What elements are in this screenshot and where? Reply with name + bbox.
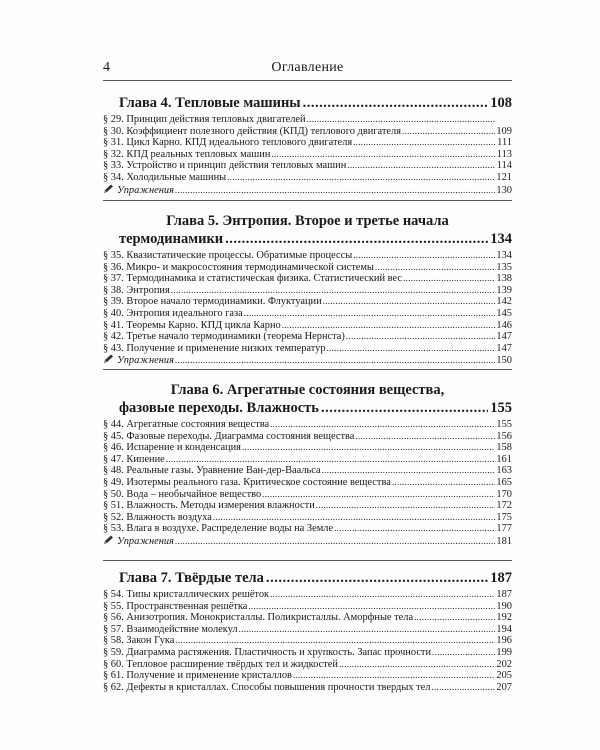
entry-page: 158 [496,442,512,454]
page-header [103,60,512,82]
section-number: § 36. [103,261,124,273]
section-title: Реальные газы. Уравнение Ван-дер-Ваальса [126,465,321,477]
exercises-label: Упражнения [117,184,174,196]
section-title: Теоремы Карно. КПД цикла Карно [126,319,281,331]
section-title: Анизотропия. Монокристаллы. Поликристаллы. Аморфные тела [126,612,414,624]
entry-text [103,262,374,274]
entry-page: 202 [496,658,512,670]
exercises-label: Упражнения [117,535,174,547]
entry-page: 187 [496,589,512,600]
section-number: § 61. [103,670,124,682]
leader-dots [432,647,495,659]
section-number: § 29. [103,114,124,125]
entry-page: 111 [497,137,512,149]
toc-entry[interactable] [103,500,512,512]
section-number: § 50. [103,488,124,500]
leader-dots [414,612,495,624]
section-title: Испарение и конденсация [126,442,241,454]
entry-page: 199 [496,646,512,658]
chapter-heading-line [103,569,512,587]
toc-entry[interactable] [103,601,512,613]
toc-entry[interactable] [103,149,512,161]
toc-entry[interactable] [103,670,512,682]
page-number: 4 [103,60,110,75]
leader-dots [171,285,495,297]
section-title: Кипение [126,453,165,465]
entry-text [103,477,391,489]
chapter-divider [103,200,512,201]
section-number: § 33. [103,160,124,172]
entry-page: 192 [496,612,512,624]
section-title: Получение и применение кристаллов [126,670,292,682]
entry-page: 142 [496,296,512,308]
chapter-title: Глава 7. Твёрдые тела [119,570,264,586]
entry-page: 138 [496,273,512,285]
section-number: § 54. [103,589,124,600]
section-number: § 47. [103,453,124,465]
section-title: Тепловое расширение твёрдых тел и жидкостей [126,658,338,670]
leader-dots [175,185,495,197]
leader-dots [175,355,495,367]
entry-text [103,682,430,694]
leader-dots [282,320,495,332]
section-title: Агрегатные состояния вещества [126,419,270,430]
entry-text [103,250,352,262]
entry-page: 177 [496,523,512,535]
toc-entry[interactable] [103,589,512,601]
chapter-title: Глава 4. Тепловые машины [119,95,301,111]
leader-dots [322,465,495,477]
toc-entry[interactable] [103,465,512,477]
entry-page: 147 [496,331,512,343]
section-number: § 31. [103,137,124,149]
toc-entry[interactable] [103,250,512,262]
running-title: Оглавление [271,60,344,75]
section-number: § 53. [103,523,124,535]
entry-page: 145 [496,307,512,319]
leader-dots [323,296,495,308]
section-title: Типы кристаллических решёток [126,589,270,600]
chapter-7 [103,569,512,693]
section-number: § 42. [103,331,124,343]
leader-dots [316,500,495,512]
toc-entry[interactable] [103,419,512,431]
section-title: Микро- и макросостояния термодинамической системы [126,261,374,273]
chapter-4 [103,94,512,196]
toc-entry[interactable] [103,160,512,172]
toc-entry[interactable] [103,285,512,297]
entry-page: 113 [496,148,512,160]
entry-page: 172 [496,500,512,512]
entry-text [103,137,352,149]
section-number: § 45. [103,430,124,442]
section-title: Закон Гука [126,635,175,647]
leader-dots [175,536,495,548]
section-title: КПД реальных тепловых машин [126,148,271,160]
section-number: § 55. [103,600,124,612]
leader-dots [175,635,495,647]
chapter-title: Глава 6. Агрегатные состояния вещества, [170,382,445,398]
section-title: Энтропия идеального газа [126,307,243,319]
section-number: § 46. [103,442,124,454]
section-number: § 35. [103,250,124,261]
leader-dots [327,343,495,355]
entry-text [103,285,170,297]
entry-text [103,172,226,184]
chapter-heading-line [103,381,512,399]
section-title: Коэффициент полезного действия (КПД) теплового двигателя [126,125,402,137]
chapter-6 [103,381,512,548]
entry-text [103,454,165,466]
chapter-page: 155 [490,400,512,416]
entry-page: 114 [496,160,512,172]
leader-dots [262,489,495,501]
entry-text [103,601,247,613]
section-number: § 56. [103,612,124,624]
toc-entry[interactable] [103,682,512,694]
chapter-title: термодинамики [119,231,224,247]
leader-dots [355,431,495,443]
section-title: Холодильные машины [126,171,227,183]
section-number: § 62. [103,681,124,693]
entry-page: 150 [496,355,512,367]
leader-dots [334,523,495,535]
entry-page: 170 [496,488,512,500]
section-title: Получение и применение низких температур [126,342,326,354]
entry-text [103,535,174,548]
leader-dots [244,308,495,320]
leader-dots [431,682,495,694]
toc-entry[interactable] [103,273,512,285]
entry-text [103,589,269,601]
section-title: Второе начало термодинамики. Флуктуации [126,296,322,308]
section-title: Взаимодействие молекул [126,623,238,635]
chapter-page: 134 [490,231,512,247]
toc-entry[interactable] [103,659,512,671]
section-title: Пространственная решётка [126,600,248,612]
section-number: § 34. [103,171,124,183]
entry-page: 175 [496,511,512,523]
toc-entry[interactable] [103,442,512,454]
leader-dots [375,262,495,274]
chapter-5 [103,212,512,367]
entry-text [103,184,174,197]
chapter-heading-line [103,399,512,417]
leader-dots [403,273,495,285]
entry-text [103,114,306,126]
section-title: Дефекты в кристаллах. Способы повышения прочности твердых тел [126,681,431,693]
leader-dots [392,477,495,489]
section-number: § 30. [103,125,124,137]
toc-entry[interactable] [103,172,512,184]
section-title: Устройство и принцип действия тепловых машин [126,160,347,172]
entry-page: 196 [496,635,512,647]
toc-entry[interactable] [103,308,512,320]
chapter-heading-line [103,230,512,248]
section-number: § 52. [103,511,124,523]
toc-entry[interactable] [103,635,512,647]
toc-entry[interactable] [103,454,512,466]
entry-text [103,523,333,535]
leader-dots [242,442,495,454]
entry-text [103,354,174,367]
entry-text [103,419,269,431]
toc-entry[interactable] [103,477,512,489]
entry-text [103,320,281,332]
section-number: § 51. [103,500,124,512]
entry-text [103,296,322,308]
exercises-entry[interactable] [103,184,512,197]
section-title: Изотермы реального газа. Критическое состояние вещества [126,476,391,488]
leader-dots [402,126,495,138]
entry-text [103,431,354,443]
toc-entry[interactable] [103,126,512,138]
header-rule [103,80,512,81]
section-title: Влага в воздухе. Распределение воды на Земле [126,523,334,535]
entry-text [103,343,326,355]
exercises-label: Упражнения [117,355,174,367]
section-number: § 39. [103,296,124,308]
toc-entry[interactable] [103,512,512,524]
leader-dots [227,172,495,184]
toc-entry[interactable] [103,114,512,126]
entry-page: 146 [496,319,512,331]
toc-entry[interactable] [103,489,512,501]
section-number: § 58. [103,635,124,647]
toc-entry[interactable] [103,647,512,659]
entry-page: 165 [496,476,512,488]
entry-page: 190 [496,600,512,612]
leader-dots [353,250,495,262]
section-title: Квазистатические процессы. Обратимые процессы [126,250,353,261]
chapter-page: 108 [490,95,512,111]
chapter-heading-line [103,94,512,112]
section-number: § 59. [103,646,124,658]
entry-page: 161 [496,453,512,465]
chapter-page: 187 [490,570,512,586]
entry-text [103,512,212,524]
section-number: § 37. [103,273,124,285]
section-number: § 41. [103,319,124,331]
leader-dots [307,114,495,126]
entry-text [103,635,174,647]
entry-page: 194 [496,623,512,635]
toc-entry[interactable] [103,262,512,274]
section-title: Третье начало термодинамики (теорема Нернста) [126,331,345,343]
pencil-icon [103,535,114,545]
entry-text [103,500,315,512]
entry-page: 121 [496,171,512,183]
pencil-icon [103,184,114,194]
entry-text [103,126,401,138]
section-number: § 43. [103,342,124,354]
section-number: § 57. [103,623,124,635]
section-title: Влажность. Методы измерения влажности [126,500,315,512]
entry-text [103,465,321,477]
leader-dots [213,512,495,524]
leader-dots [248,601,495,613]
toc-entry[interactable] [103,624,512,636]
chapter-divider [103,369,512,370]
leader-dots [303,94,489,112]
section-title: Диаграмма растяжения. Пластичность и хрупкость. Запас прочности [126,646,432,658]
leader-dots [293,670,495,682]
toc-entry[interactable] [103,331,512,343]
leader-dots [166,454,495,466]
entry-text [103,442,241,454]
leader-dots [346,331,495,343]
chapter-divider [103,560,512,561]
entry-text [103,612,413,624]
exercises-entry[interactable] [103,354,512,367]
leader-dots [239,624,495,636]
toc-entry[interactable] [103,431,512,443]
section-number: § 38. [103,284,124,296]
entry-page: 207 [496,681,512,693]
section-title: Принцип действия тепловых двигателей [126,114,306,125]
leader-dots [225,230,488,248]
entry-page: 155 [496,419,512,430]
leader-dots [270,589,495,601]
entry-text [103,624,238,636]
entry-page: 134 [496,250,512,261]
pencil-icon [103,354,114,364]
section-title: Цикл Карно. КПД идеального теплового двигателя [126,137,353,149]
leader-dots [266,569,488,587]
section-title: Фазовые переходы. Диаграмма состояния вещества [126,430,355,442]
toc-entry[interactable] [103,320,512,332]
leader-dots [353,137,495,149]
toc-entry[interactable] [103,612,512,624]
entry-text [103,308,243,320]
toc-entry[interactable] [103,343,512,355]
entry-text [103,489,261,501]
section-number: § 40. [103,307,124,319]
entry-text [103,331,345,343]
section-number: § 32. [103,148,124,160]
chapter-heading-line [103,212,512,230]
entry-page: 163 [496,465,512,477]
chapter-title: фазовые переходы. Влажность [119,400,319,416]
entry-page: 156 [496,430,512,442]
entry-page: 147 [496,342,512,354]
entry-page: 139 [496,284,512,296]
section-number: § 44. [103,419,124,430]
entry-text [103,647,431,659]
section-title: Влажность воздуха [126,511,212,523]
entry-page: 135 [496,261,512,273]
entry-text [103,149,270,161]
entry-text [103,659,338,671]
leader-dots [270,419,495,431]
entry-page: 181 [496,535,512,547]
entry-page: 109 [496,125,512,137]
leader-dots [321,399,488,417]
section-number: § 49. [103,476,124,488]
section-title: Вода – необычайное вещество [126,488,262,500]
section-number: § 48. [103,465,124,477]
entry-page: 130 [496,184,512,196]
entry-text [103,670,292,682]
exercises-entry[interactable] [103,535,512,548]
leader-dots [347,160,495,172]
section-title: Энтропия [126,284,170,296]
section-title: Термодинамика и статистическая физика. Статистический вес [126,273,402,285]
toc-entry[interactable] [103,137,512,149]
toc-entry[interactable] [103,296,512,308]
toc-entry[interactable] [103,523,512,535]
leader-dots [339,659,495,671]
leader-dots [271,149,495,161]
section-number: § 60. [103,658,124,670]
entry-text [103,273,402,285]
entry-page: 205 [496,670,512,682]
entry-text [103,160,346,172]
chapter-title: Глава 5. Энтропия. Второе и третье начала [166,213,449,229]
